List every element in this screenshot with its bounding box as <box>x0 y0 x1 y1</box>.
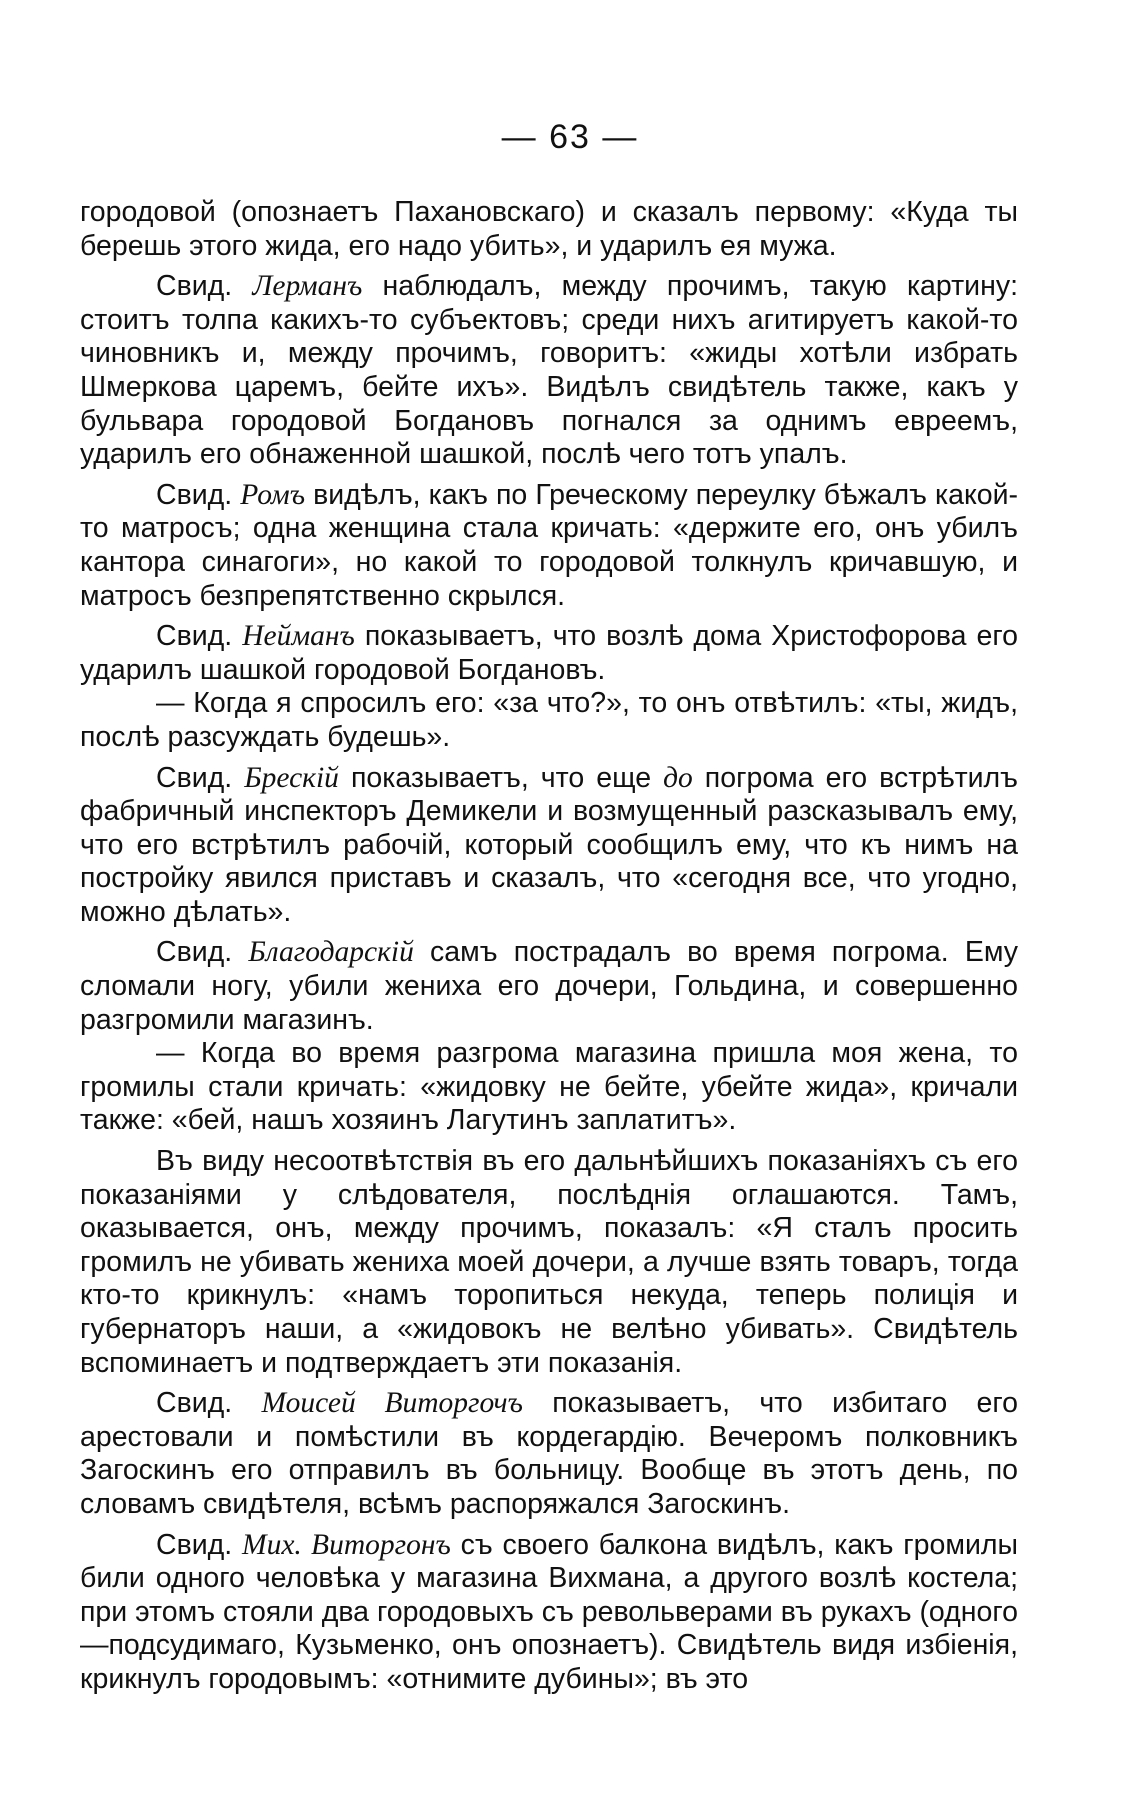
paragraph-neiman <box>80 620 1018 687</box>
paragraph-text: съ своего балкона видѣлъ, какъ громилы били одного человѣка у магазина Вихмана, а другого возлѣ костела; при этомъ стояли два городовыхъ съ револьверами въ рукахъ (одного—подсудимаго, Кузьменко, онъ опознаетъ). Свидѣтель видя избіенія, крикнулъ городовымъ: «отнимите дубины»; въ это <box>80 1528 1018 1695</box>
paragraph-text: Въ виду несоотвѣтствія въ его дальнѣйшихъ показаніяхъ съ его показаніями у слѣдователя, послѣднія оглашаются. Тамъ, оказывается, онъ, между прочимъ, показалъ: «Я сталъ просить громилъ не убивать жениха моей дочери, а лучше взять товаръ, тогда кто-то крикнулъ: «намъ торопиться некуда, теперь полиція и губернаторъ наши, а «жидовокъ не велѣно убивать». Свидѣтель вспоминаетъ и подтверждаетъ эти показанія. <box>80 1145 1018 1379</box>
paragraph-text: показываетъ, что возлѣ дома Христофорова его ударилъ шашкой городовой Богдановъ. <box>80 620 1018 686</box>
paragraph-lerman <box>80 270 1018 472</box>
paragraph-text: городовой (опознаетъ Пахановскаго) и сказалъ первому: «Куда ты берешь этого жида, его надо убить», и ударилъ ея мужа. <box>80 196 1018 262</box>
paragraph-text: — Когда я спросилъ его: «за что?», то онъ отвѣтилъ: «ты, жидъ, послѣ разсуждать будешь». <box>80 687 1018 753</box>
paragraph-text: наблюдалъ, между прочимъ, такую картину: стоитъ толпа какихъ-то субъектовъ; среди нихъ агитируетъ какой-то чиновникъ и, между прочимъ, говоритъ: «жиды хотѣли избрать Шмеркова царемъ, бейте ихъ». Видѣлъ свидѣтель также, какъ у бульвара городовой Богдановъ погнался за однимъ евреемъ, ударилъ его обнаженной шашкой, послѣ чего тотъ упалъ. <box>80 270 1018 471</box>
paragraph-text: показываетъ, что избитаго его арестовали и помѣстили въ кордегардію. Вечеромъ полковникъ Загоскинъ его отправилъ въ больницу. Вообще въ этотъ день, по словамъ свидѣтеля, всѣмъ распоряжался Загоскинъ. <box>80 1387 1018 1520</box>
paragraph-text: показываетъ, что еще <box>338 761 664 794</box>
witness-name: Мих. Виторгонъ <box>242 1528 451 1561</box>
witness-prefix: Свид. <box>156 1387 262 1420</box>
paragraph-neiman-quote <box>80 687 1018 754</box>
page-number: — 63 — <box>501 118 639 156</box>
paragraph-text: самъ пострадалъ во время погрома. Ему сломали ногу, убили жениха его дочери, Гольдина, и совершенно разгромили магазинъ. <box>80 936 1018 1036</box>
paragraph-text: видѣлъ, какъ по Греческому переулку бѣжалъ какой-то матросъ; одна женщина стала кричать: «держите его, онъ убилъ кантора синагоги», но какой то городовой толкнулъ кричавшую, и матросъ безпрепятственно скрылся. <box>80 478 1019 612</box>
witness-name: Ромъ <box>240 478 305 511</box>
paragraph-blagodarskiy-quote <box>80 1037 1018 1138</box>
witness-prefix: Свид. <box>156 620 243 653</box>
paragraph-text: — Когда во время разгрома магазина пришла моя жена, то громилы стали кричать: «жидовку не бейте, убейте жида», кричали также: «бей, нашъ хозяинъ Лагутинъ заплатитъ». <box>80 1037 1018 1137</box>
witness-prefix: Свид. <box>156 270 253 303</box>
witness-name: Благодарскій <box>248 936 414 969</box>
paragraph-text: погрома его встрѣтилъ фабричный инспекторъ Демикели и возмущенный разсказывалъ ему, что его встрѣтилъ рабочій, который сообщилъ ему, что къ нимъ на постройку явился приставъ и сказалъ, что «сегодня все, что угодно, можно дѣлать». <box>80 761 1018 928</box>
witness-prefix: Свид. <box>156 478 241 511</box>
paragraph-testimony-read <box>80 1145 1018 1380</box>
witness-name: Нейманъ <box>242 620 355 653</box>
paragraph-moisei-vitorgoch <box>80 1387 1018 1521</box>
paragraph-blagodarskiy <box>80 936 1018 1037</box>
emphasis-word: до <box>663 761 693 794</box>
paragraph-rom <box>80 479 1018 613</box>
paragraph-1 <box>80 196 1018 263</box>
witness-prefix: Свид. <box>156 761 245 794</box>
witness-prefix: Свид. <box>156 936 249 969</box>
paragraph-mikh-vitorgon <box>80 1529 1018 1697</box>
witness-name: Моисей Виторгочъ <box>261 1387 523 1420</box>
body-text <box>80 196 1018 1697</box>
paragraph-breskiy <box>80 762 1018 930</box>
witness-name: Брескій <box>244 761 339 794</box>
witness-prefix: Свид. <box>156 1528 242 1561</box>
witness-name: Лерманъ <box>252 270 363 303</box>
